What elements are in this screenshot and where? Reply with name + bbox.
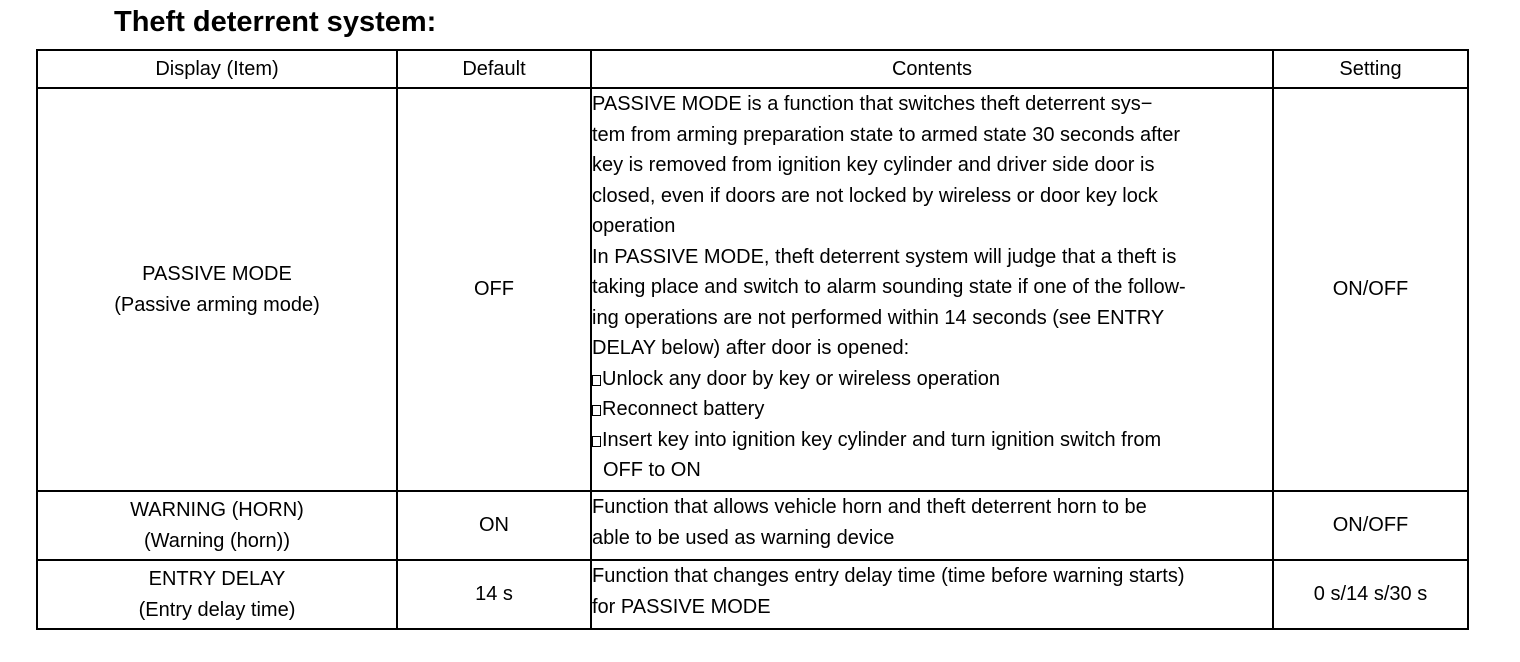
contents-line: ing operations are not performed within 14 seconds (see ENTRY bbox=[592, 306, 1165, 329]
default-cell: ON bbox=[397, 491, 591, 560]
setting-cell: ON/OFF bbox=[1273, 491, 1468, 560]
contents-line: PASSIVE MODE is a function that switches theft deterrent sys− bbox=[592, 93, 1153, 115]
table-row-passive-mode bbox=[37, 88, 1468, 491]
default-cell: OFF bbox=[397, 88, 591, 491]
contents-line: closed, even if doors are not locked by wireless or door key lock bbox=[592, 184, 1158, 207]
contents-line: DELAY below) after door is opened: bbox=[592, 337, 910, 359]
column-header-setting: Setting bbox=[1273, 50, 1468, 88]
contents-line: Function that changes entry delay time (time before warning starts) bbox=[592, 565, 1185, 587]
checkbox-bullet-icon bbox=[592, 436, 601, 447]
contents-line: In PASSIVE MODE, theft deterrent system will judge that a theft is bbox=[592, 245, 1177, 268]
column-header-contents: Contents bbox=[591, 50, 1273, 88]
bullet-text: Reconnect battery bbox=[602, 398, 765, 420]
contents-cell bbox=[591, 88, 1273, 491]
contents-line: taking place and switch to alarm sounding state if one of the follow- bbox=[592, 276, 1186, 298]
display-cell bbox=[37, 560, 397, 629]
table-row-warning-horn bbox=[37, 491, 1468, 560]
item-description: (Passive arming mode) bbox=[114, 293, 320, 316]
setting-cell: 0 s/14 s/30 s bbox=[1273, 560, 1468, 629]
page-title: Theft deterrent system: bbox=[114, 6, 437, 38]
table-header-row bbox=[37, 50, 1468, 88]
contents-cell bbox=[591, 491, 1273, 560]
bullet-item bbox=[592, 394, 1272, 425]
item-name: PASSIVE MODE bbox=[142, 263, 292, 285]
bullet-text: Unlock any door by key or wireless operation bbox=[602, 367, 1000, 390]
checkbox-bullet-icon bbox=[592, 375, 601, 386]
item-description: (Warning (horn)) bbox=[144, 529, 290, 552]
column-header-default: Default bbox=[397, 50, 591, 88]
checkbox-bullet-icon bbox=[592, 405, 601, 416]
contents-line: tem from arming preparation state to armed state 30 seconds after bbox=[592, 123, 1181, 146]
bullet-continuation: OFF to ON bbox=[603, 459, 701, 481]
theft-deterrent-table bbox=[36, 49, 1469, 630]
bullet-text: Insert key into ignition key cylinder and turn ignition switch from bbox=[602, 428, 1162, 451]
item-name: WARNING (HORN) bbox=[130, 499, 304, 521]
item-name: ENTRY DELAY bbox=[148, 568, 286, 590]
column-header-display: Display (Item) bbox=[37, 50, 397, 88]
contents-line: Function that allows vehicle horn and theft deterrent horn to be bbox=[592, 496, 1147, 518]
contents-line: operation bbox=[592, 215, 676, 237]
table-row-entry-delay bbox=[37, 560, 1468, 629]
setting-cell: ON/OFF bbox=[1273, 88, 1468, 491]
display-cell bbox=[37, 88, 397, 491]
item-description: (Entry delay time) bbox=[138, 598, 296, 621]
contents-cell bbox=[591, 560, 1273, 629]
bullet-item bbox=[592, 425, 1272, 456]
contents-line: able to be used as warning device bbox=[592, 526, 895, 549]
bullet-item bbox=[592, 364, 1272, 395]
default-cell: 14 s bbox=[397, 560, 591, 629]
contents-line: for PASSIVE MODE bbox=[592, 595, 771, 618]
contents-line: key is removed from ignition key cylinder and driver side door is bbox=[592, 154, 1155, 176]
display-cell bbox=[37, 491, 397, 560]
